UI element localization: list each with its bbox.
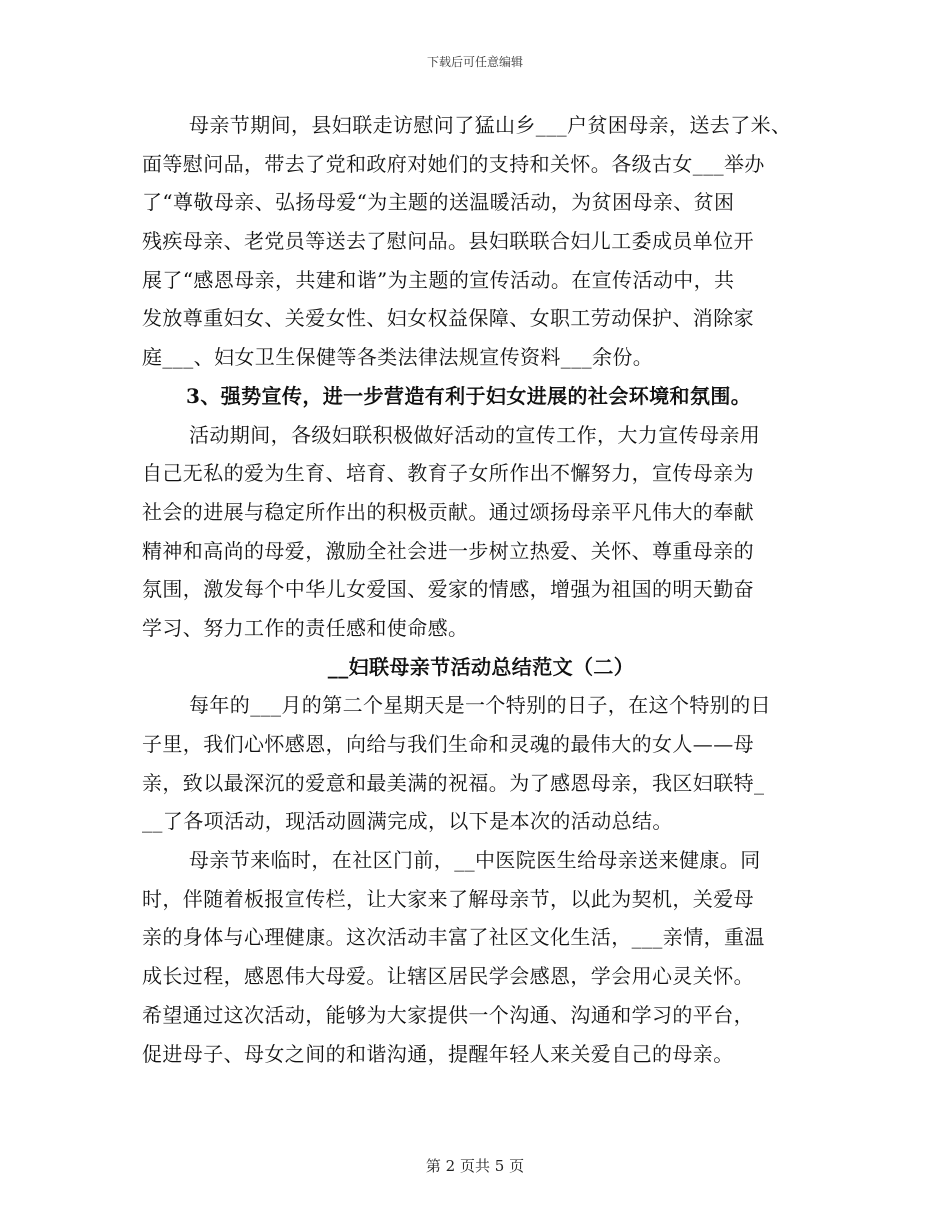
paragraph-line: 社会的进展与稳定所作出的积极贡献。通过颂扬母亲平凡伟大的奉献 <box>142 499 754 524</box>
paragraph-line: 子里，我们心怀感恩，向给与我们生命和灵魂的最伟大的女人——母 <box>142 732 754 756</box>
document-body <box>142 106 802 1073</box>
paragraph-line: 亲，致以最深沉的爱意和最美满的祝福。为了感恩母亲，我区妇联特_ <box>142 770 765 795</box>
paragraph-line: 时，伴随着板报宣传栏，让大家来了解母亲节，以此为契机，关爱母 <box>142 886 754 911</box>
section-heading: 3、强势宣传，进一步营造有利于妇女进展的社会环境和氛围。 <box>186 383 752 408</box>
document-title: __妇联母亲节活动总结范文（二） <box>327 654 635 679</box>
paragraph-line: 庭___、妇女卫生保健等各类法律法规宣传资料___余份。 <box>142 345 654 370</box>
page-header: 下载后可任意编辑 <box>426 55 523 69</box>
paragraph-line: __了各项活动，现活动圆满完成，以下是本次的活动总结。 <box>142 809 673 834</box>
paragraph-line: 了“尊敬母亲、弘扬母爱“为主题的送温暖活动，为贫困母亲、贫困 <box>142 190 735 215</box>
paragraph-line: 成长过程，感恩伟大母爱。让辖区居民学会感恩，学会用心灵关怀。 <box>142 964 754 989</box>
paragraph-line: 每年的___月的第二个星期天是一个特别的日子，在这个特别的日 <box>189 693 771 718</box>
paragraph-line: 自己无私的爱为生育、培育、教育子女所作出不懈努力，宣传母亲为 <box>142 461 754 486</box>
paragraph-line: 活动期间，各级妇联积极做好活动的宣传工作，大力宣传母亲用 <box>189 422 761 447</box>
paragraph-line: 展了“感恩母亲，共建和谐”为主题的宣传活动。在宣传活动中，共 <box>142 267 735 292</box>
paragraph-line: 发放尊重妇女、关爱女性、妇女权益保障、女职工劳动保护、消除家 <box>142 306 754 331</box>
paragraph-line: 希望通过这次活动，能够为大家提供一个沟通、沟通和学习的平台， <box>142 1002 754 1027</box>
paragraph-line: 亲的身体与心理健康。这次活动丰富了社区文化生活，___亲情，重温 <box>142 925 765 950</box>
paragraph-line: 残疾母亲、老党员等送去了慰问品。县妇联联合妇儿工委成员单位开 <box>142 229 754 254</box>
paragraph-line: 氛围，激发每个中华儿女爱国、爱家的情感，增强为祖国的明天勤奋 <box>142 577 754 602</box>
paragraph-line: 母亲节来临时，在社区门前，__中医院医生给母亲送来健康。同 <box>189 848 761 873</box>
paragraph-line: 精神和高尚的母爱，激励全社会进一步树立热爱、关怀、尊重母亲的 <box>142 538 754 563</box>
paragraph-line: 促进母子、母女之间的和谐沟通，提醒年轻人来关爱自己的母亲。 <box>142 1041 734 1066</box>
paragraph-line: 母亲节期间，县妇联走访慰问了猛山乡___户贫困母亲，送去了米、 <box>189 113 792 137</box>
paragraph-line: 面等慰问品，带去了党和政府对她们的支持和关怀。各级古女___举办 <box>142 151 765 176</box>
page-footer: 第 2 页共 5 页 <box>425 1157 525 1175</box>
paragraph-line: 学习、努力工作的责任感和使命感。 <box>142 615 469 640</box>
